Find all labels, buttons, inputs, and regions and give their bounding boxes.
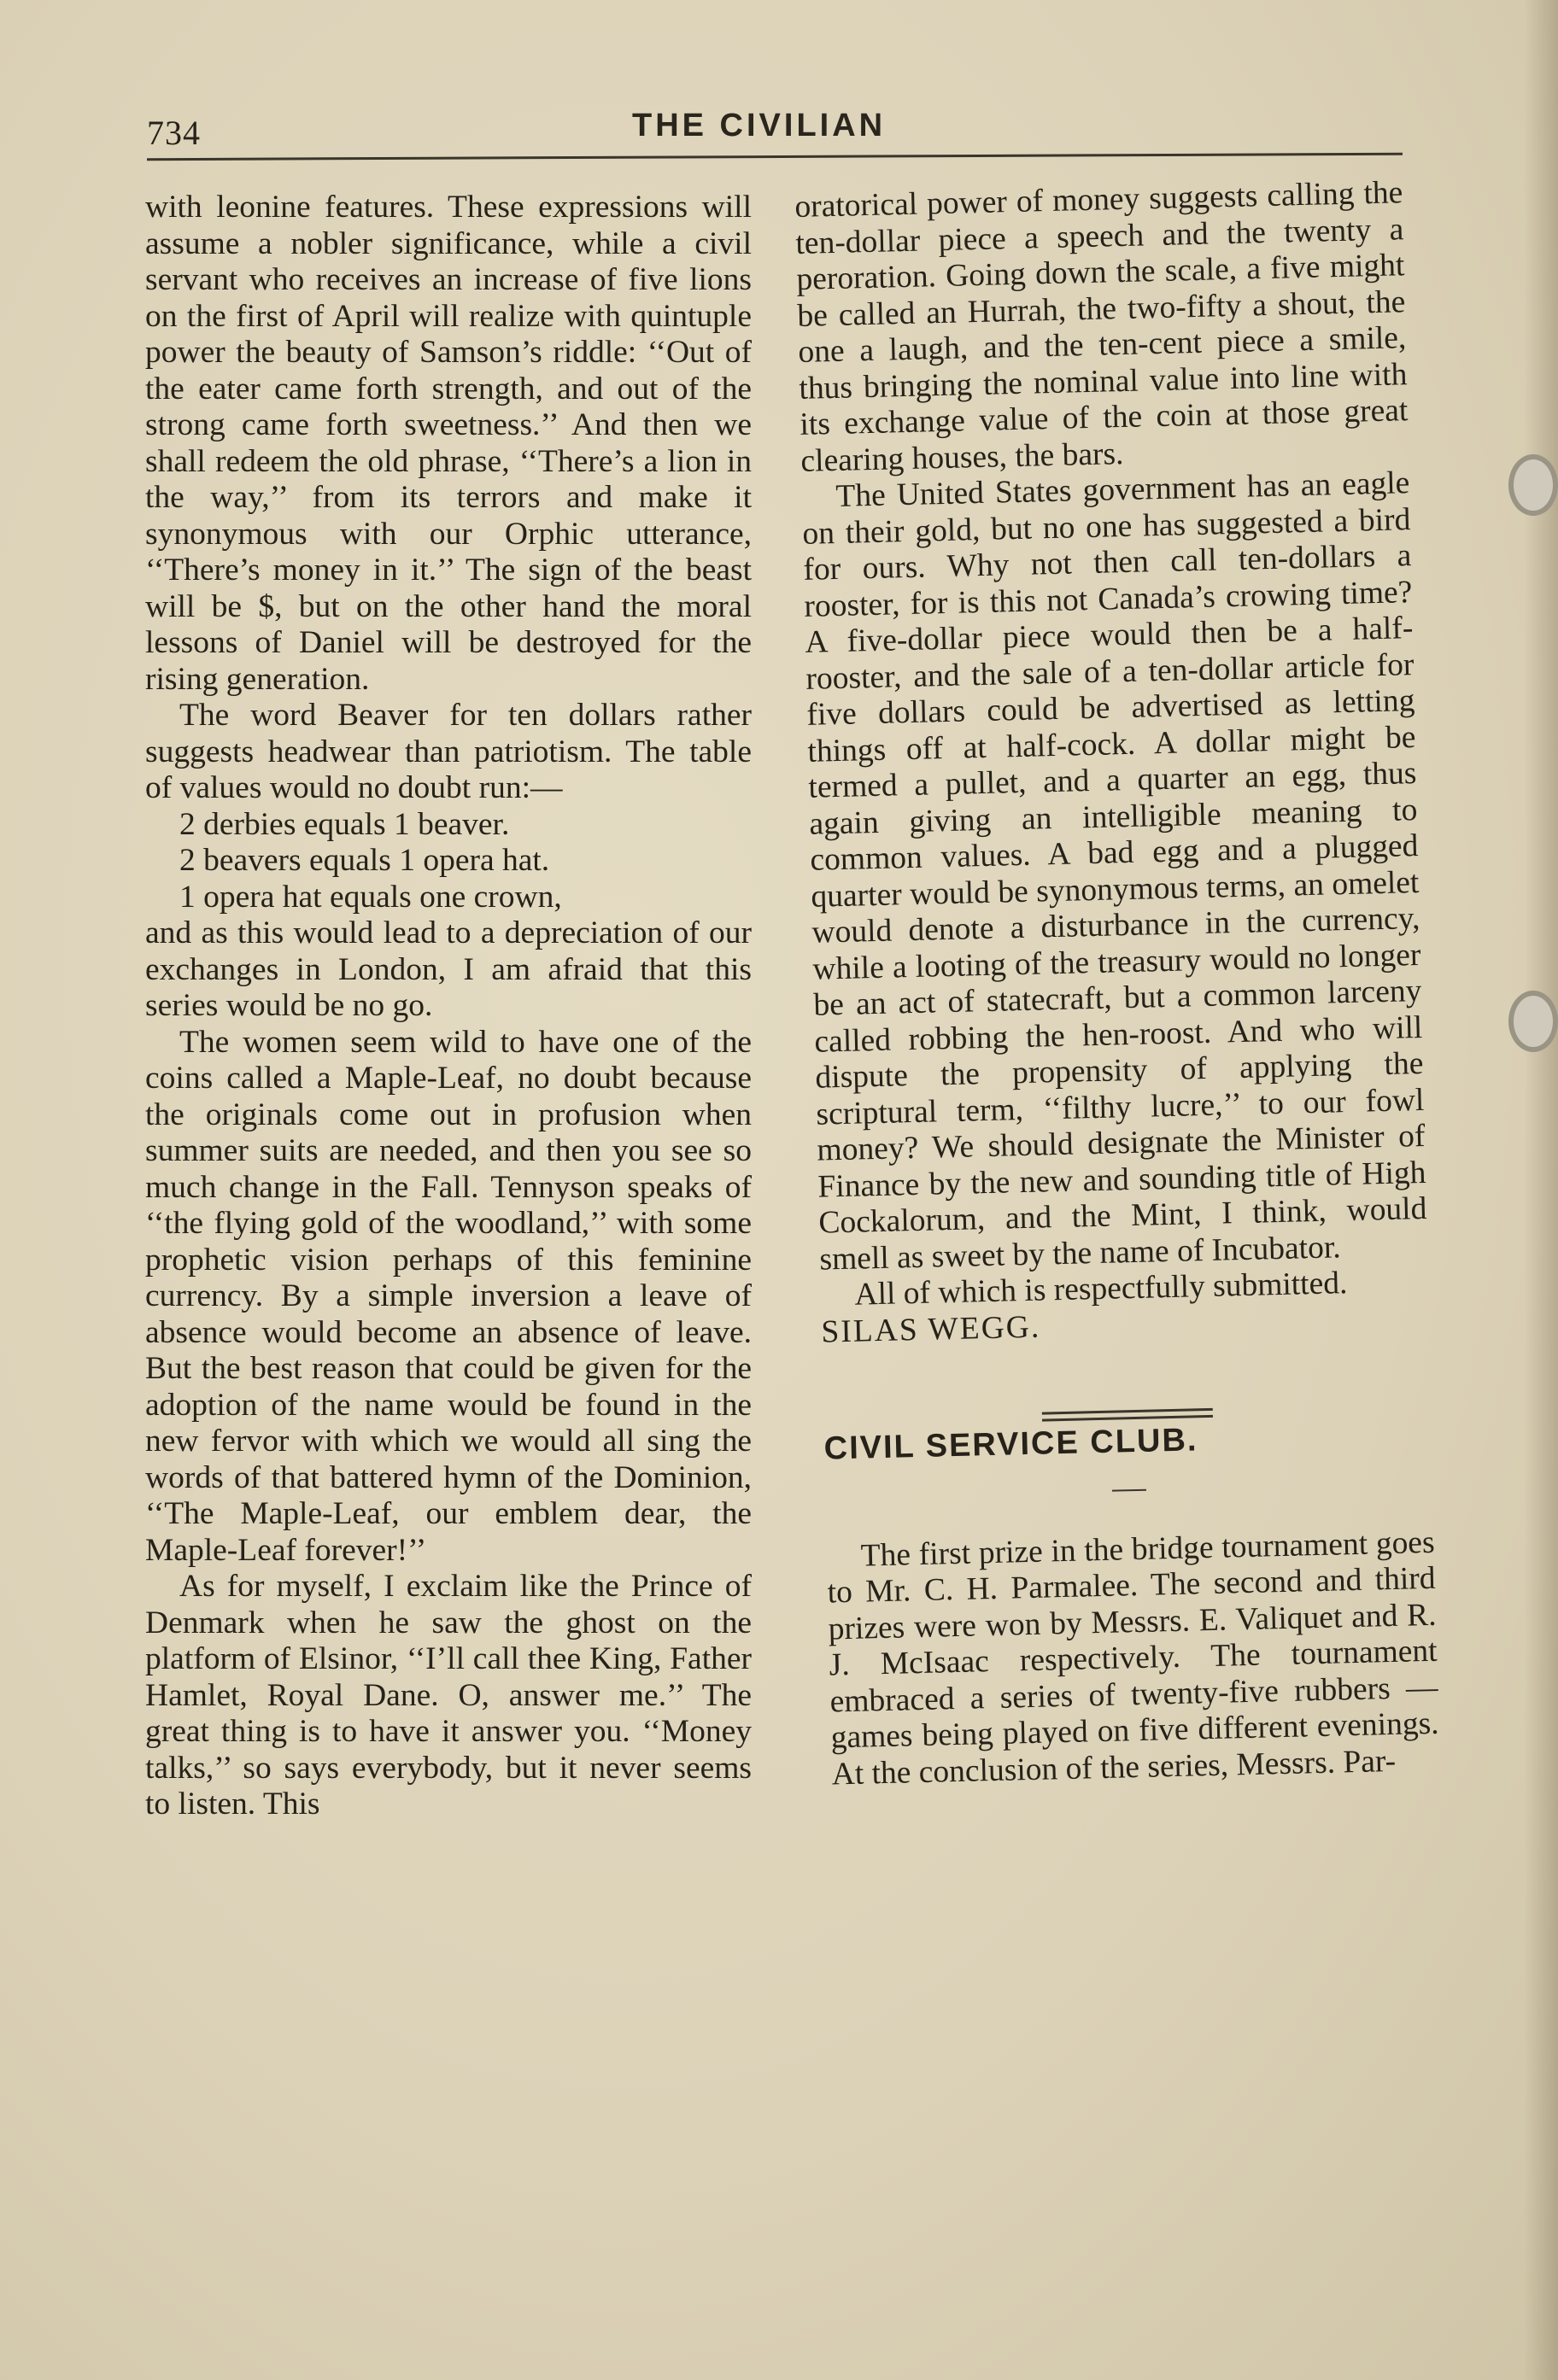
binding-ring-icon (1508, 454, 1558, 516)
paragraph: with leonine features. These expressions will assume a nobler significance, while a civil servant who receives an increase of five lions on the first of April will realize with quintuple power the beauty of Samson’s riddle: ‘‘Out of the eater came forth strength, and out of the strong came forth sweetness.’’ And then we shall redeem the old phrase, ‘‘There’s a lion in the way,’’ from its terrors and make it synonymous with our Orphic utterance, ‘‘There’s money in it.’’ The sign of the beast will be $, but on the other hand the moral lessons of Daniel will be destroyed for the rising generation. (145, 190, 752, 697)
page-number: 734 (147, 114, 201, 152)
right-column (794, 175, 1440, 1792)
paragraph: oratorical power of money suggests calling the ten-dollar piece a speech and the twenty a peroration. Going down the scale, a five might be called an Hurrah, the two-fifty a shout, the one a laugh, and the ten-cent piece a smile, thus bringing the nominal value into line with its exchange value of the coin at those great clearing houses, the bars. (794, 175, 1409, 479)
paragraph: The word Beaver for ten dollars rather suggests headwear than patriotism. The table of values would no doubt run:— (145, 698, 752, 805)
values-table-row: 2 derbies equals 1 beaver. (179, 806, 510, 842)
heading-dash (1112, 1488, 1146, 1491)
paragraph: All of which is respectfully submitted. (854, 1266, 1348, 1313)
page-edge-shadow (1524, 0, 1558, 2380)
section-divider (1042, 1408, 1213, 1422)
binding-ring-icon (1508, 991, 1558, 1052)
running-head-title: THE CIVILIAN (632, 108, 887, 143)
paragraph: The women seem wild to have one of the coins called a Maple-Leaf, no doubt because the originals come out in profusion when summer suits are needed, and then you see so much change in the Fall. Tennyson speaks of ‘‘the flying gold of the woodland,’’ with some prophetic vision perhaps of this feminine currency. By a simple inversion a leave of absence would become an absence of leave. But the best reason that could be given for the adoption of the name would be found in the new fervor with which we would all sing the words of that battered hymn of the Dominion, ‘‘The Maple-Leaf, our emblem dear, the Maple-Leaf forever!’’ (145, 1024, 752, 1568)
paragraph: As for myself, I exclaim like the Prince of Denmark when he saw the ghost on the platform of Elsinor, ‘‘I’ll call thee King, Father Hamlet, Royal Dane. O, answer me.’’ The great thing is to have it answer you. ‘‘Money talks,’’ so says everybody, but it never seems to listen. This (145, 1569, 752, 1822)
paragraph: and as this would lead to a depreciation of our exchanges in London, I am afraid that this series would be no go. (145, 915, 752, 1023)
paragraph: The first prize in the bridge tournament goes to Mr. C. H. Parmalee. The second and third prizes were won by Messrs. E. Valiquet and R. J. McIsaac respectively. The tournament embraced a series of twenty-five rubbers — games being played on five different evenings. At the conclusion of the series, Messrs. Par- (827, 1524, 1440, 1792)
values-table-row: 1 opera hat equals one crown, (179, 879, 562, 915)
left-column (145, 190, 752, 1823)
paragraph: The United States government has an eagle on their gold, but no one has suggested a bird for ours. Why not then call ten-dollars a rooster, for is this not Canada’s crowing time? A five-dollar piece would then be a half-rooster, and the sale of a ten-dollar article for five dollars could be advertised as letting things off at half-cock. A dollar might be termed a pullet, and a quarter an egg, thus again giving an intelligible meaning to common values. A bad egg and a plugged quarter would be synonymous terms, an omelet would denote a disturbance in the currency, while a looting of the treasury would no longer be an act of statecraft, but a common larceny called robbing the hen-roost. And who will dispute the propensity of applying the scriptural term, ‘‘filthy lucre,’’ to our fowl money? We should designate the Minister of Finance by the new and sounding title of High Cockalorum, and the Mint, I think, would smell as sweet by the name of Incubator. (802, 465, 1427, 1278)
section-heading: CIVIL SERVICE CLUB. (823, 1422, 1198, 1467)
values-table-row: 2 beavers equals 1 opera hat. (179, 843, 550, 878)
author-signature: SILAS WEGG. (821, 1309, 1041, 1350)
